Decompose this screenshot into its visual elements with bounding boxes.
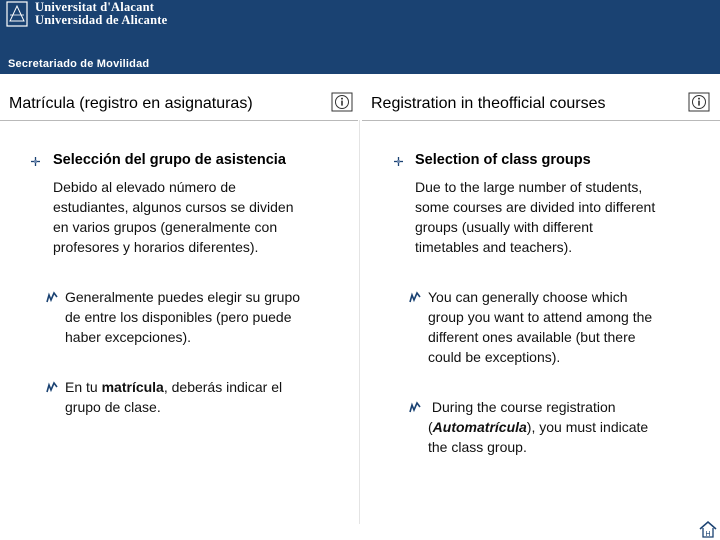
text-line: You can generally choose which bbox=[428, 289, 628, 305]
home-icon[interactable] bbox=[698, 520, 718, 538]
text-line bbox=[428, 417, 707, 437]
text-line: some courses are divided into different bbox=[415, 199, 656, 215]
text-fragment: En tu bbox=[65, 379, 102, 395]
info-icon[interactable] bbox=[688, 92, 710, 112]
english-section-heading: Selection of class groups bbox=[415, 152, 591, 168]
text-line: group you want to attend among the bbox=[428, 309, 653, 325]
text-line bbox=[65, 377, 349, 397]
text-line: During the course registration bbox=[428, 399, 616, 415]
university-name-valencian: Universitat d'Alacant bbox=[35, 0, 155, 14]
spanish-point-2 bbox=[65, 377, 349, 397]
emphasis-automatricula: Automatrícula bbox=[432, 419, 527, 435]
spanish-point-1 bbox=[65, 287, 349, 347]
text-fragment: ), you must indicate bbox=[526, 419, 649, 435]
university-name-spanish: Universidad de Alicante bbox=[35, 13, 168, 27]
text-line: profesores y horarios diferentes). bbox=[53, 239, 259, 255]
diamond-bullet-icon bbox=[31, 157, 40, 166]
text-line: estudiantes, algunos cursos se dividen bbox=[53, 199, 294, 215]
text-fragment: , deberás indicar el bbox=[163, 379, 283, 395]
text-line: Due to the large number of students, bbox=[415, 179, 643, 195]
spanish-point-2-line-2: grupo de clase. bbox=[65, 399, 161, 415]
text-line: Generalmente puedes elegir su grupo bbox=[65, 289, 301, 305]
text-fragment: ( bbox=[428, 419, 433, 435]
text-line: de entre los disponibles (pero puede bbox=[65, 309, 292, 325]
text-line: different ones available (but there bbox=[428, 329, 636, 345]
info-icon[interactable] bbox=[331, 92, 353, 112]
sub-bullet-icon bbox=[46, 291, 58, 303]
text-line: timetables and teachers). bbox=[415, 239, 573, 255]
column-separator bbox=[359, 120, 360, 524]
sub-bullet-icon bbox=[409, 291, 421, 303]
university-seal-icon bbox=[6, 1, 28, 27]
english-point-1 bbox=[428, 287, 707, 367]
spanish-section-heading: Selección del grupo de asistencia bbox=[53, 152, 286, 168]
spanish-intro-paragraph bbox=[53, 177, 349, 257]
sub-bullet-icon bbox=[409, 401, 421, 413]
text-line: groups (usually with different bbox=[415, 219, 593, 235]
home-icon-label: H bbox=[705, 531, 711, 538]
text-line: the class group. bbox=[428, 439, 527, 455]
department-name: Secretariado de Movilidad bbox=[8, 58, 150, 70]
sub-bullet-icon bbox=[46, 381, 58, 393]
english-column-title: Registration in theofficial courses bbox=[371, 95, 606, 112]
english-intro-paragraph bbox=[415, 177, 707, 257]
diamond-bullet-icon bbox=[394, 157, 403, 166]
emphasis-matricula: matrícula bbox=[101, 379, 164, 395]
english-point-2 bbox=[428, 397, 707, 457]
spanish-column-title: Matrícula (registro en asignaturas) bbox=[9, 95, 253, 112]
header-band bbox=[0, 0, 720, 74]
text-line: Debido al elevado número de bbox=[53, 179, 236, 195]
text-line: en varios grupos (generalmente con bbox=[53, 219, 278, 235]
text-line: haber excepciones). bbox=[65, 329, 192, 345]
title-divider bbox=[362, 120, 720, 121]
text-line: could be exceptions). bbox=[428, 349, 561, 365]
title-divider bbox=[0, 120, 358, 121]
